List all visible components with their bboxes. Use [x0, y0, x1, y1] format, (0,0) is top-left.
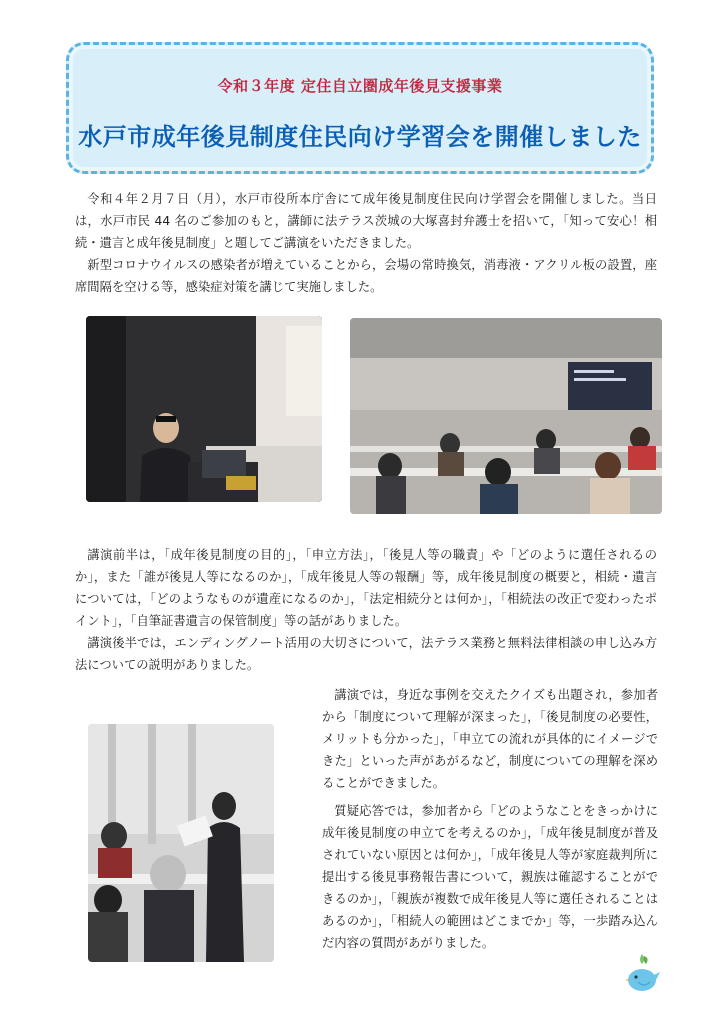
header-banner — [66, 42, 654, 174]
intro-paragraph-1: 令和４年２月７日（月），水戸市役所本庁舎にて成年後見制度住民向け学習会を開催しました。当日は，水戸市民 44 名のご参加のもと，講師に法テラス茨城の大塚喜封弁護士を招いて，「知って安心！相続・遺言と成年後見制度」と題してご講演をいただきました。 — [75, 192, 657, 250]
header-title: 水戸市成年後見制度住民向け学習会を開催しました — [78, 123, 642, 151]
lecturer-photo — [86, 316, 322, 502]
bird-icon — [624, 950, 662, 994]
question-photo — [88, 724, 274, 962]
intro-paragraph-2: 新型コロナウイルスの感染者が増えていることから，会場の常時換気，消毒液・アクリル板の設置，座席間隔を空ける等，感染症対策を講じて実施しました。 — [75, 258, 657, 294]
middle-paragraph-2: 講演後半では，エンディングノート活用の大切さについて，法テラス業務と無料法律相談の申し込み方法についての説明がありました。 — [75, 636, 657, 672]
right-paragraph-1: 講演では，身近な事例を交えたクイズも出題され，参加者から「制度について理解が深まった」，「後見制度の必要性，メリットも分かった」，「申立ての流れが具体的にイメージできた」といった声があがるなど，制度についての理解を深めることができました。 — [322, 688, 658, 790]
right-paragraph-2: 質疑応答では，参加者から「どのようなことをきっかけに成年後見制度の申立てを考えるのか」，「成年後見制度が普及されていない原因とは何か」，「成年後見人等が家庭裁判所に提出する後見事務報告書について，親族は確認することができるのか」，「親族が複数で成年後見人等に選任されることはあるのか」，「相続人の範囲はどこまでか」等，一歩踏み込んだ内容の質問があがりました。 — [322, 804, 658, 950]
audience-photo — [350, 318, 662, 514]
middle-paragraph-1: 講演前半は，「成年後見制度の目的」，「申立方法」，「後見人等の職責」や「どのように選任されるのか」，また「誰が後見人等になるのか」，「成年後見人等の報酬」等，成年後見制度の概要と，相続・遺言については，「どのようなものが遺産になるのか」，「法定相続分とは何か」，「相続法の改正で変わったポイント」，「自筆証書遺言の保管制度」等の話がありました。 — [75, 548, 657, 628]
header-subtitle: 令和３年度 定住自立圏成年後見支援事業 — [217, 77, 503, 95]
